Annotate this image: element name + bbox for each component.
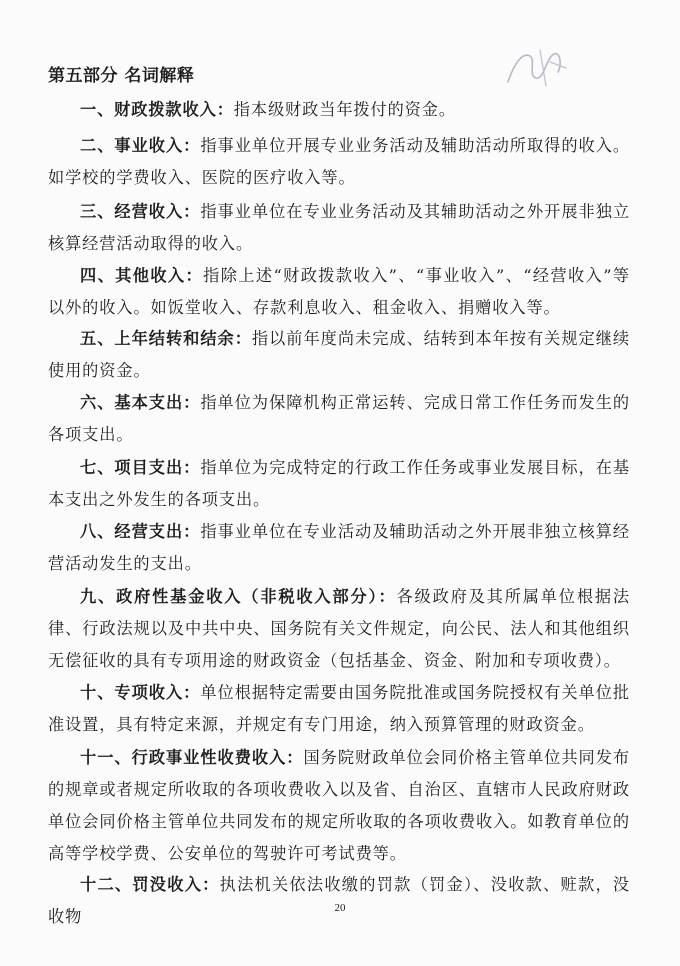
definition-paragraph [48, 94, 630, 126]
definition-term: 七、项目支出： [80, 458, 201, 477]
definition-term: 十二、罚没收入： [80, 875, 220, 894]
definition-term: 九、政府性基金收入（非税收入部分）： [80, 587, 397, 606]
definition-paragraph [48, 581, 630, 677]
definition-term: 十一、行政事业性收费收入： [80, 748, 304, 767]
page-number: 20 [334, 902, 346, 914]
definition-text: 各级政府及其所属单位根据法律、行政法规以及中共中央、国务院有关文件规定，向公民、法人和其他组织无偿征收的具有专项用途的财政资金（包括基金、资金、附加和专项收费）。 [48, 587, 630, 670]
definition-paragraph [48, 869, 630, 933]
definition-text: 指单位为完成特定的行政工作任务或事业发展目标，在基本支出之外发生的各项支出。 [48, 458, 630, 509]
definition-paragraph [48, 387, 630, 451]
definition-term: 四、其他收入： [80, 266, 204, 285]
definition-term: 三、经营收入： [80, 202, 201, 221]
definition-text: 指事业单位在专业业务活动及其辅助活动之外开展非独立核算经营活动取得的收入。 [48, 202, 630, 253]
definition-term: 八、经营支出： [80, 522, 201, 541]
definition-text: 指事业单位在专业活动及辅助活动之外开展非独立核算经营活动发生的支出。 [48, 522, 630, 573]
handwritten-signature [500, 42, 572, 92]
definition-text: 单位根据特定需要由国务院批准或国务院授权有关单位批准设置，具有特定来源，并规定有专门用途，纳入预算管理的财政资金。 [48, 683, 630, 734]
definition-paragraph [48, 452, 630, 516]
definition-paragraph [48, 323, 630, 387]
definition-text: 指事业单位开展专业业务活动及辅助活动所取得的收入。如学校的学费收入、医院的医疗收入等。 [48, 136, 630, 187]
definition-paragraph [48, 196, 630, 260]
definition-term: 一、财政拨款收入： [80, 100, 234, 119]
section-title: 第五部分 名词解释 [48, 66, 195, 86]
definition-term: 五、上年结转和结余： [80, 329, 252, 348]
definition-text: 指单位为保障机构正常运转、完成日常工作任务而发生的各项支出。 [48, 393, 630, 444]
definition-text: 指本级财政当年拨付的资金。 [233, 100, 456, 119]
definition-term: 十、专项收入： [80, 683, 201, 702]
definition-paragraph [48, 742, 630, 870]
definition-text: 指除上述“财政拨款收入”、“事业收入”、“经营收入”等以外的收入。如饭堂收入、存款利息收入、租金收入、捐赠收入等。 [48, 266, 630, 317]
definition-paragraph [48, 260, 630, 324]
definition-paragraph [48, 677, 630, 741]
definition-term: 六、基本支出： [80, 393, 201, 412]
definition-term: 二、事业收入： [80, 136, 201, 155]
definition-paragraph [48, 516, 630, 580]
definition-text: 指以前年度尚未完成、结转到本年按有关规定继续使用的资金。 [48, 329, 630, 380]
definition-paragraph [48, 130, 630, 194]
definition-text: 执法机关依法收缴的罚款（罚金）、没收款、赃款，没收物 [48, 875, 631, 926]
definition-text: 国务院财政单位会同价格主管单位共同发布的规章或者规定所收取的各项收费收入以及省、自治区、直辖市人民政府财政单位会同价格主管单位共同发布的规定所收取的各项收费收入。如教育单位的高等学校学费、公安单位的驾驶许可考试费等。 [48, 748, 630, 863]
